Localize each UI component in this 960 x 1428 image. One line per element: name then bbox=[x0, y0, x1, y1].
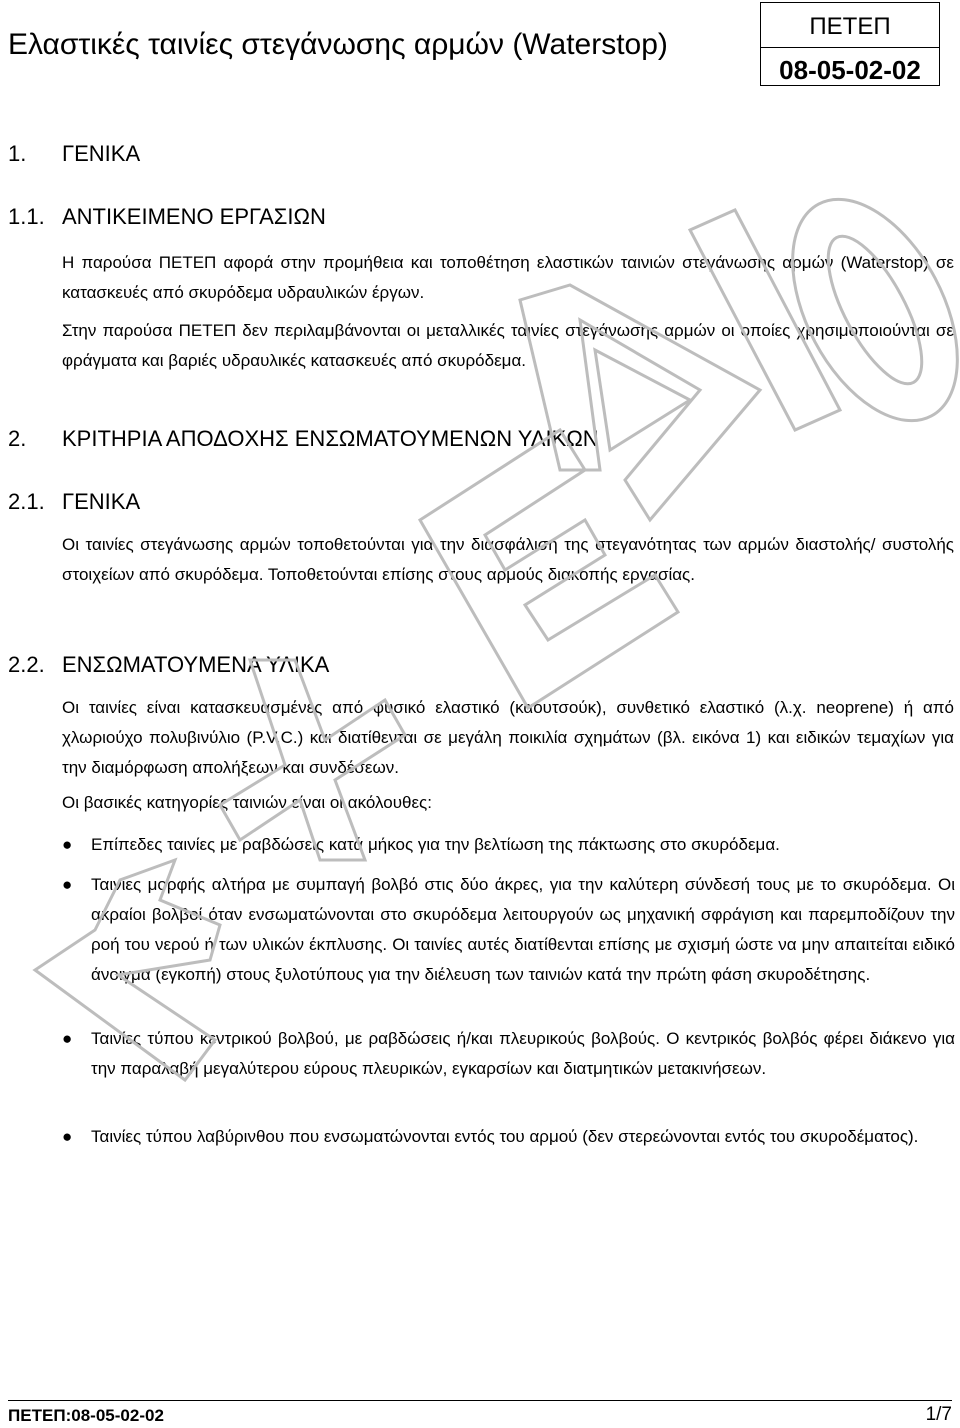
bullet-icon: ● bbox=[62, 875, 73, 894]
section-number: 2.1. bbox=[8, 489, 45, 514]
section-number: 2.2. bbox=[8, 652, 45, 677]
bullet-icon: ● bbox=[62, 1029, 73, 1048]
list-item: Ταινίες μορφής αλτήρα με συμπαγή βολβό στις δύο άκρες, για την καλύτερη σύνδεσή τους με το σκυρόδεμα. Οι ακραίοι βολβοί όταν ενσωματώνονται στο σκυρόδεμα λειτουργούν ως μηχανική σφράγιση και παρεμποδίζουν την ροή του νερού ή των υλικών έκπλυσης. Οι ταινίες αυτές διατίθενται επίσης με σχισμή ώστε να μην απαιτείται ειδικό άνοιγμα (εγκοπή) στους ξυλοτύπους για την διέλευση των ταινιών κατά την πρώτη φάση σκυροδέτησης. bbox=[91, 875, 955, 984]
spec-label: ΠΕΤΕΠ bbox=[809, 13, 891, 40]
section-title: ΕΝΣΩΜΑΤΟΥΜΕΝΑ ΥΛΙΚΑ bbox=[62, 652, 330, 677]
section-2-2-heading bbox=[8, 652, 329, 678]
bullet-icon: ● bbox=[62, 835, 73, 854]
page-number: 1/7 bbox=[925, 1404, 952, 1425]
section-1-1-heading bbox=[8, 204, 326, 230]
section-title: ΚΡΙΤΗΡΙΑ ΑΠΟΔΟΧΗΣ ΕΝΣΩΜΑΤΟΥΜΕΝΩΝ ΥΛΙΚΩΝ bbox=[62, 426, 599, 451]
document-title: Ελαστικές ταινίες στεγάνωσης αρμών (Waterstop) bbox=[8, 28, 668, 61]
watermark-letter-omicron bbox=[759, 172, 960, 448]
code-box-divider bbox=[761, 47, 939, 48]
section-1-heading bbox=[8, 141, 140, 167]
section-2-1-heading bbox=[8, 489, 140, 515]
section-2-heading bbox=[8, 426, 599, 452]
paragraph-materials: Οι ταινίες είναι κατασκευασμένες από φυσικό ελαστικό (καουτσούκ), συνθετικό ελαστικό (λ.χ. neoprene) ή από χλωριούχο πολυβινύλιο (P.V.C.) και διατίθενται σε μεγάλη ποικιλία σχημάτων (βλ. εικόνα 1) και ειδικών τεμαχίων για την διαμόρφωση απολήξεων και συνδέσεων. bbox=[62, 698, 954, 777]
paragraph-scope: Η παρούσα ΠΕΤΕΠ αφορά στην προμήθεια και τοποθέτηση ελαστικών ταινιών στεγάνωσης αρμών (Waterstop) σε κατασκευές από σκυρόδεμα υδραυλικών έργων. bbox=[62, 253, 954, 302]
paragraph-purpose: Οι ταινίες στεγάνωσης αρμών τοποθετούνται για την διασφάλιση της στεγανότητας των αρμών διαστολής/ συστολής στοιχείων από σκυρόδεμα. Τοποθετούνται επίσης στους αρμούς διακοπής εργασίας. bbox=[62, 535, 954, 584]
list-item: Επίπεδες ταινίες με ραβδώσεις κατά μήκος για την βελτίωση της πάκτωσης στο σκυρόδεμα. bbox=[91, 835, 780, 854]
spec-code-box bbox=[760, 2, 940, 86]
footer-divider bbox=[8, 1400, 952, 1401]
paragraph-exclusions: Στην παρούσα ΠΕΤΕΠ δεν περιλαμβάνονται οι μεταλλικές ταινίες στεγάνωσης αρμών οι οποίες χρησιμοποιούνται σε φράγματα και βαριές υδραυλικές κατασκευές από σκυρόδεμα. bbox=[62, 321, 954, 370]
section-number: 2. bbox=[8, 426, 27, 451]
bullet-icon: ● bbox=[62, 1127, 73, 1146]
section-title: ΑΝΤΙΚΕΙΜΕΝΟ ΕΡΓΑΣΙΩΝ bbox=[62, 204, 326, 229]
paragraph-categories-intro: Οι βασικές κατηγορίες ταινιών είναι οι ακόλουθες: bbox=[62, 793, 432, 812]
section-title: ΓΕΝΙΚΑ bbox=[62, 141, 141, 166]
spec-code: 08-05-02-02 bbox=[779, 55, 921, 85]
footer-code: ΠΕΤΕΠ:08-05-02-02 bbox=[8, 1406, 164, 1425]
section-number: 1.1. bbox=[8, 204, 45, 229]
section-number: 1. bbox=[8, 141, 27, 166]
list-item: Ταινίες τύπου λαβύρινθου που ενσωματώνονται εντός του αρμού (δεν στερεώνονται εντός του σκυροδέματος). bbox=[91, 1127, 919, 1146]
section-title: ΓΕΝΙΚΑ bbox=[62, 489, 141, 514]
list-item: Ταινίες τύπου κεντρικού βολβού, με ραβδώσεις ή/και πλευρικούς βολβούς. Ο κεντρικός βολβός φέρει διάκενο για την παραλαβή μεγαλύτερου εύρους πλευρικών, εγκαρσίων και διατμητικών μετακινήσεων. bbox=[91, 1029, 955, 1078]
